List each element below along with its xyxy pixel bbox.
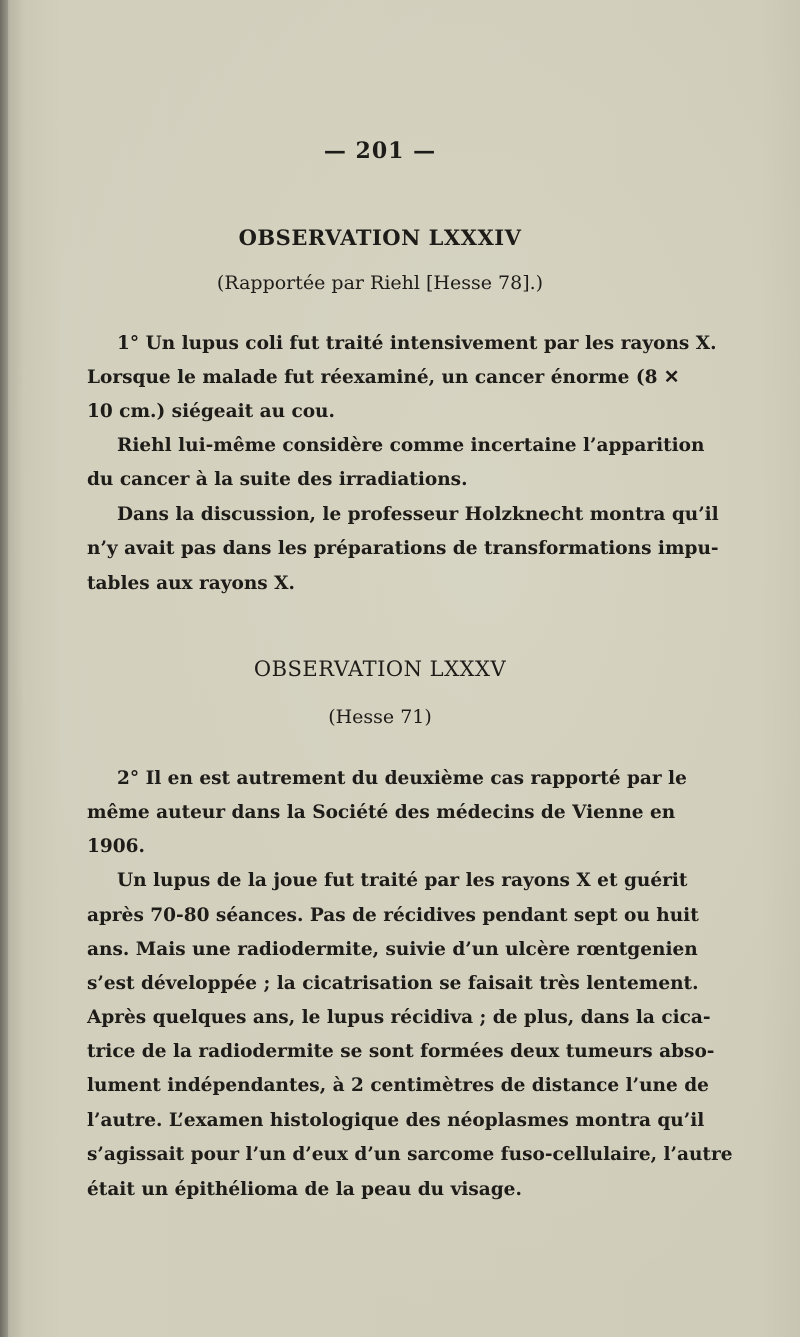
observation-85-line: lument indépendantes, à 2 centimètres de distance l’une de [87,1075,709,1096]
observation-85-line: était un épithélioma de la peau du visage. [87,1179,522,1200]
observation-85-line: même auteur dans la Société des médecins de Vienne en [87,802,676,823]
observation-85-line: ans. Mais une radiodermite, suivie d’un ulcère rœntgenien [87,939,698,960]
observation-84-line: Lorsque le malade fut réexaminé, un cancer énorme (8 ✕ [87,367,680,388]
observation-85-line: s’agissait pour l’un d’eux d’un sarcome fuso-cellulaire, l’autre [87,1144,733,1165]
observation-85-line: s’est développée ; la cicatrisation se faisait très lentement. [87,973,699,994]
observation-85-line: Après quelques ans, le lupus récidiva ; de plus, dans la cica- [87,1007,711,1028]
observation-84-source: (Rapportée par Riehl [Hesse 78].) [216,272,544,294]
observation-84-line: Dans la discussion, le professeur Holzknecht montra qu’il [117,504,719,525]
observation-84-line: n’y avait pas dans les préparations de transformations impu- [87,538,719,559]
observation-85-line: trice de la radiodermite se sont formées deux tumeurs abso- [87,1041,715,1062]
observation-84-title: OBSERVATION LXXXIV [238,225,522,250]
observation-84-line: 10 cm.) siégeait au cou. [87,401,335,422]
observation-84-line: du cancer à la suite des irradiations. [87,469,468,490]
observation-85-line: 1906. [87,836,145,857]
observation-85-line: Un lupus de la joue fut traité par les rayons X et guérit [117,870,688,891]
observation-84-line: Riehl lui-même considère comme incertaine l’apparition [117,435,705,456]
observation-85-line: l’autre. L’examen histologique des néoplasmes montra qu’il [87,1110,705,1131]
observation-85-source: (Hesse 71) [328,706,432,728]
observation-84-line: 1° Un lupus coli fut traité intensivement par les rayons X. [117,333,717,354]
observation-85-line: après 70-80 séances. Pas de récidives pendant sept ou huit [87,905,699,926]
observation-84-line: tables aux rayons X. [87,573,295,594]
observation-85-title: OBSERVATION LXXXV [253,657,507,681]
observation-85-line: 2° Il en est autrement du deuxième cas rapporté par le [117,768,687,789]
page-number: — 201 — [323,138,437,164]
